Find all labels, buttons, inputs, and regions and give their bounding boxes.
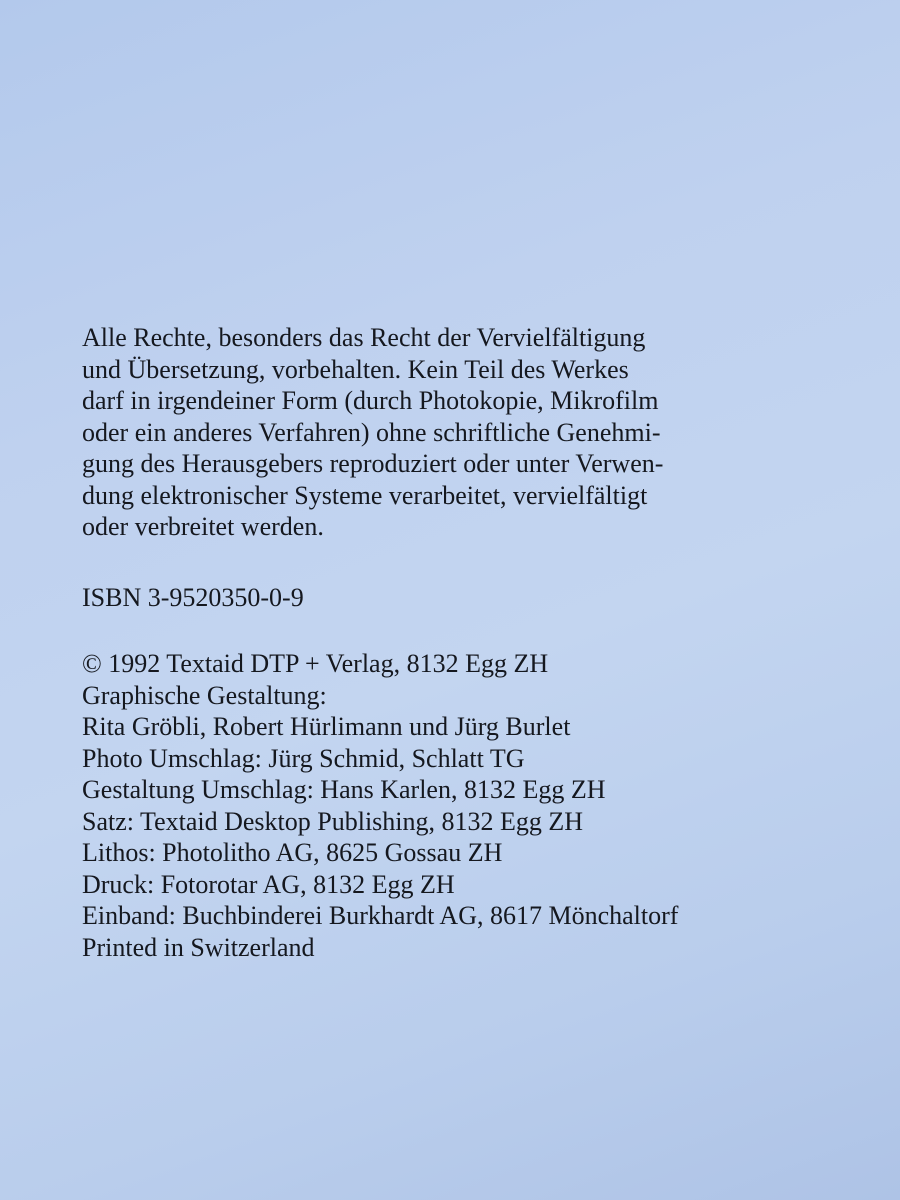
rights-line: gung des Herausgebers reproduziert oder unter Verwen-: [82, 449, 664, 478]
binding-line: Einband: Buchbinderei Burkhardt AG, 8617 Mönchaltorf: [82, 901, 679, 930]
cover-photo-line: Photo Umschlag: Jürg Schmid, Schlatt TG: [82, 743, 525, 773]
isbn-block: [82, 582, 304, 614]
isbn-number: ISBN 3-9520350-0-9: [82, 583, 304, 612]
cover-design-line: Gestaltung Umschlag: Hans Karlen, 8132 Egg ZH: [82, 775, 606, 804]
designers-line: Rita Gröbli, Robert Hürlimann und Jürg Burlet: [82, 712, 571, 741]
printing-line: Druck: Fotorotar AG, 8132 Egg ZH: [82, 869, 455, 899]
rights-line: Alle Rechte, besonders das Recht der Vervielfältigung: [82, 323, 646, 352]
copyright-line: © 1992 Textaid DTP + Verlag, 8132 Egg ZH: [82, 649, 549, 678]
rights-line: darf in irgendeiner Form (durch Photokopie, Mikrofilm: [82, 386, 659, 415]
rights-line: dung elektronischer Systeme verarbeitet, vervielfältigt: [82, 480, 648, 510]
lithos-line: Lithos: Photolitho AG, 8625 Gossau ZH: [82, 838, 503, 867]
credits-block: [82, 648, 678, 963]
printed-in-line: Printed in Switzerland: [82, 932, 315, 962]
typesetting-line: Satz: Textaid Desktop Publishing, 8132 Egg ZH: [82, 806, 584, 836]
rights-line: und Übersetzung, vorbehalten. Kein Teil des Werkes: [82, 354, 629, 384]
rights-notice: [82, 322, 782, 543]
design-label: Graphische Gestaltung:: [82, 680, 327, 710]
rights-line: oder verbreitet werden.: [82, 512, 324, 541]
rights-line: oder ein anderes Verfahren) ohne schriftliche Genehmi-: [82, 417, 661, 447]
